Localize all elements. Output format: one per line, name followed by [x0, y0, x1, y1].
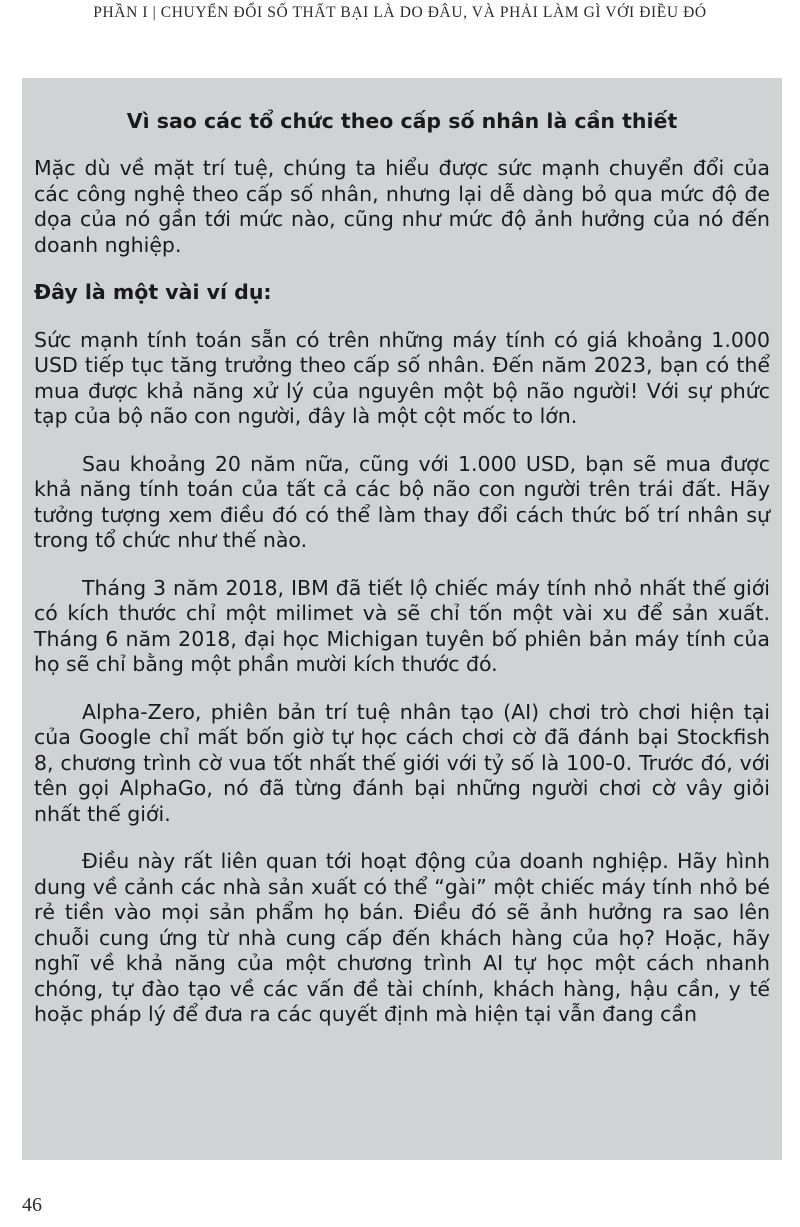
paragraph-alpha-zero: Alpha-Zero, phiên bản trí tuệ nhân tạo (AI) chơi trò chơi hiện tại của Google chỉ mất bốn giờ tự học cách chơi cờ đã đánh bại Stockfish 8, chương trình cờ vua tốt nhất thế giới với tỷ số là 100-0. Trước đó, với tên gọi AlphaGo, nó đã từng đánh bại những người chơi cờ vây giỏi nhất thế giới.	[34, 699, 770, 826]
sidebar-title: Vì sao các tổ chức theo cấp số nhân là cần thiết	[126, 109, 678, 133]
running-header: PHẦN I | CHUYỂN ĐỔI SỐ THẤT BẠI LÀ DO ĐÂU, VÀ PHẢI LÀM GÌ VỚI ĐIỀU ĐÓ	[93, 4, 707, 21]
sidebar-box	[22, 78, 782, 1160]
paragraph-twenty-years: Sau khoảng 20 năm nữa, cũng với 1.000 USD, bạn sẽ mua được khả năng tính toán của tất cả các bộ não con người trên trái đất. Hãy tưởng tượng xem điều đó có thể làm thay đổi cách thức bố trí nhân sự trong tổ chức như thế nào.	[34, 451, 770, 552]
page-number: 46	[22, 1194, 42, 1216]
examples-heading: Đây là một vài ví dụ:	[34, 280, 272, 304]
paragraph-ibm: Tháng 3 năm 2018, IBM đã tiết lộ chiếc máy tính nhỏ nhất thế giới có kích thước chỉ một milimet và sẽ chỉ tốn một vài xu để sản xuất. Tháng 6 năm 2018, đại học Michigan tuyên bố phiên bản máy tính của họ sẽ chỉ bằng một phần mười kích thước đó.	[34, 575, 770, 676]
paragraph-computing-power: Sức mạnh tính toán sẵn có trên những máy tính có giá khoảng 1.000 USD tiếp tục tăng trưởng theo cấp số nhân. Đến năm 2023, bạn có thể mua được khả năng xử lý của nguyên một bộ não người! Với sự phức tạp của bộ não con người, đây là một cột mốc to lớn.	[34, 327, 770, 428]
paragraph-business-impact: Điều này rất liên quan tới hoạt động của doanh nghiệp. Hãy hình dung về cảnh các nhà sản xuất có thể “gài” một chiếc máy tính nhỏ bé rẻ tiền vào mọi sản phẩm họ bán. Điều đó sẽ ảnh hưởng ra sao lên chuỗi cung ứng từ nhà cung cấp đến khách hàng của họ? Hoặc, hãy nghĩ về khả năng của một chương trình AI tự học một cách nhanh chóng, tự đào tạo về các vấn đề tài chính, khách hàng, hậu cần, y tế hoặc pháp lý để đưa ra các quyết định mà hiện tại vẫn đang cần	[34, 849, 770, 1026]
intro-paragraph: Mặc dù về mặt trí tuệ, chúng ta hiểu được sức mạnh chuyển đổi của các công nghệ theo cấp số nhân, nhưng lại dễ dàng bỏ qua mức độ đe dọa của nó gần tới mức nào, cũng như mức độ ảnh hưởng của nó đến doanh nghiệp.	[34, 156, 770, 257]
